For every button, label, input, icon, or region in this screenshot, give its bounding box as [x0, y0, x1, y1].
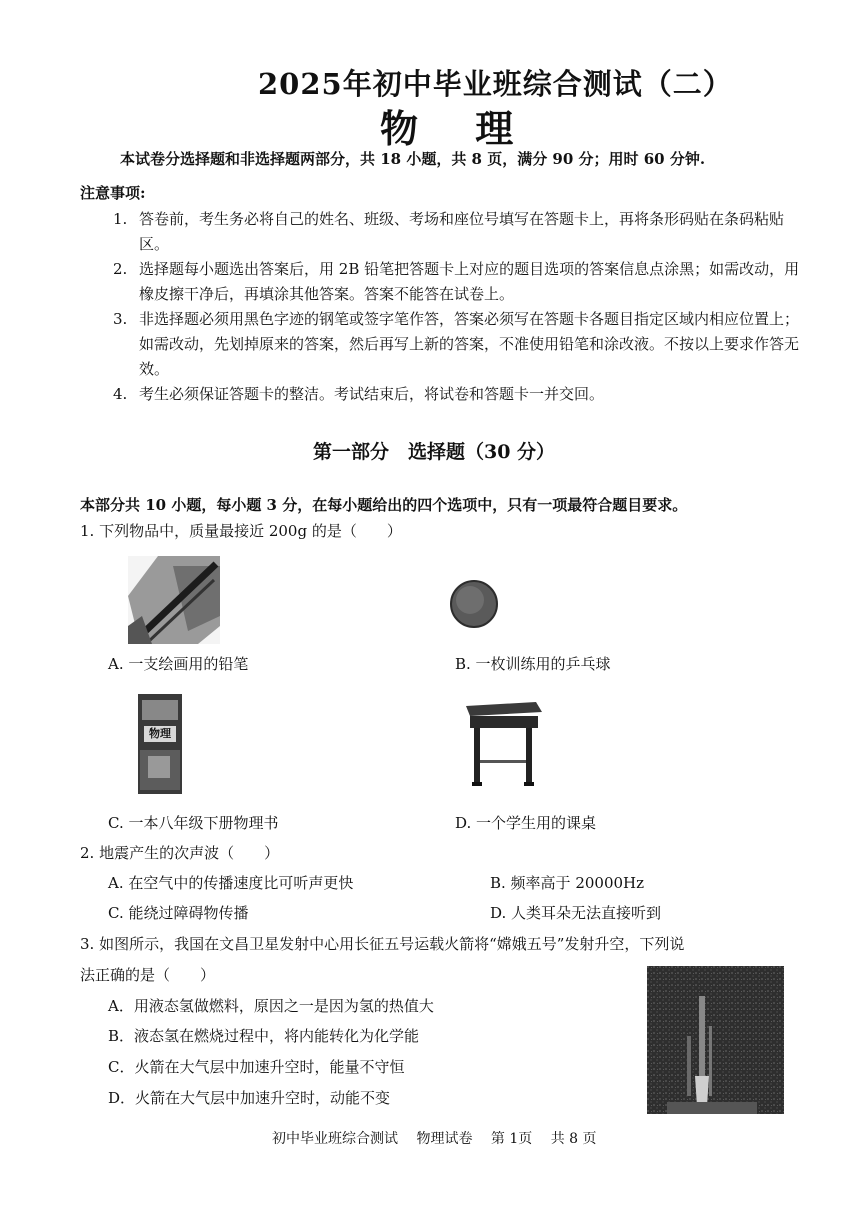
notice-item-number: 2.	[113, 260, 128, 278]
notice-item-text: 考生必须保证答题卡的整洁。考试结束后，将试卷和答题卡一并交回。	[139, 385, 605, 403]
question-1-option-d: D. 一个学生用的课桌	[455, 814, 597, 832]
exam-title: 2025年初中毕业班综合测试（二）	[258, 67, 733, 101]
page-footer: 初中毕业班综合测试 物理试卷 第 1页 共 8 页	[272, 1131, 597, 1147]
notice-item	[113, 382, 803, 407]
question-1-option-b: B. 一枚训练用的乒乓球	[455, 655, 611, 673]
question-3-stem-continued: 法正确的是（ ）	[80, 966, 216, 984]
exam-info: 本试卷分选择题和非选择题两部分，共 18 小题，共 8 页，满分 90 分；用时 60 分钟.	[120, 150, 706, 168]
notice-item-text: 非选择题必须用黑色字迹的钢笔或签字笔作答，答案必须写在答题卡各题目指定区域内相应位置上；如需改动，先划掉原来的答案，然后再写上新的答案，不准使用铅笔和涂改液。不按以上要求作答无效。	[139, 310, 800, 378]
question-3-option-a: A．用液态氢做燃料，原因之一是因为氢的热值大	[108, 997, 434, 1015]
section-intro: 本部分共 10 小题，每小题 3 分，在每小题给出的四个选项中，只有一项最符合题目要求。	[80, 496, 688, 514]
school-desk-image	[460, 700, 544, 786]
question-2-option-d: D. 人类耳朵无法直接听到	[490, 904, 662, 922]
question-2-option-a: A. 在空气中的传播速度比可听声更快	[108, 874, 354, 892]
notice-item	[113, 257, 803, 307]
rocket-launch-image	[647, 966, 784, 1114]
pencil-image	[128, 556, 220, 644]
notice-item-number: 4.	[113, 385, 128, 403]
question-3-option-d: D．火箭在大气层中加速升空时，动能不变	[108, 1089, 391, 1107]
question-2-option-b: B. 频率高于 20000Hz	[490, 874, 645, 892]
question-1-option-a: A. 一支绘画用的铅笔	[108, 655, 249, 673]
section-title: 第一部分 选择题（30 分）	[313, 441, 556, 463]
physics-book-label: 物理	[144, 726, 176, 742]
question-1-stem: 1. 下列物品中，质量最接近 200g 的是（ ）	[80, 522, 402, 540]
question-2-stem: 2. 地震产生的次声波（ ）	[80, 844, 280, 862]
question-1-option-c: C. 一本八年级下册物理书	[108, 814, 279, 832]
notice-item-number: 3.	[113, 310, 128, 328]
notice-heading: 注意事项:	[80, 184, 146, 202]
question-2-option-c: C. 能绕过障碍物传播	[108, 904, 249, 922]
notice-item-text: 答卷前，考生务必将自己的姓名、班级、考场和座位号填写在答题卡上，再将条形码贴在条码粘贴区。	[139, 210, 785, 253]
notice-item	[113, 207, 803, 257]
notice-item-number: 1.	[113, 210, 128, 228]
notice-item	[113, 307, 803, 382]
ping-pong-ball-image	[448, 578, 500, 630]
notice-item-text: 选择题每小题选出答案后，用 2B 铅笔把答题卡上对应的题目选项的答案信息点涂黑；如需改动，用橡皮擦干净后，再填涂其他答案。答案不能答在试卷上。	[139, 260, 800, 303]
question-3-option-b: B．液态氢在燃烧过程中，将内能转化为化学能	[108, 1027, 420, 1045]
subject-title: 物 理	[380, 106, 536, 151]
physics-book-image	[138, 694, 182, 794]
question-3-option-c: C．火箭在大气层中加速升空时，能量不守恒	[108, 1058, 405, 1076]
question-3-stem: 3. 如图所示，我国在文昌卫星发射中心用长征五号运载火箭将“嫦娥五号”发射升空，下列说	[80, 935, 685, 953]
